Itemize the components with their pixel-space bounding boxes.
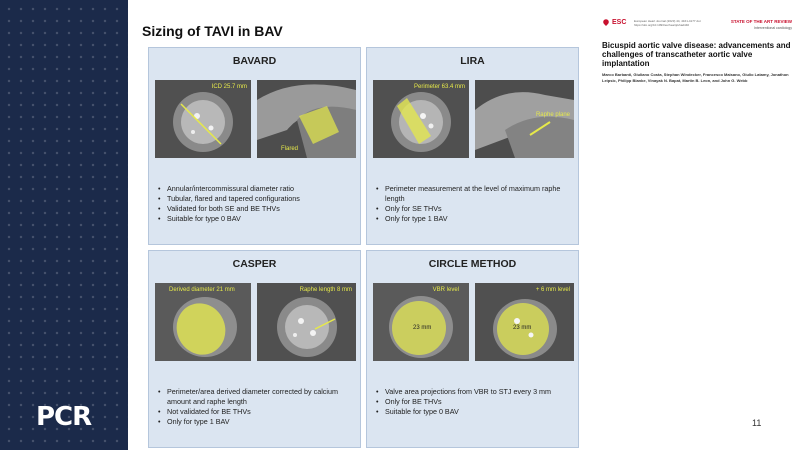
list-item: • Suitable for type 0 BAV	[157, 214, 357, 224]
panel-casper	[148, 250, 361, 448]
image-measurement: 23 mm	[413, 325, 432, 331]
paper-authors: Marco Barbanti, Giuliano Costa, Stephan Windecker, Francesco Maisano, Giulio Latamy, Jonathon Leipsic, Philipp Blanke, Vinayak N. Bapat, Martin B. Leon, and John G. Webb	[602, 72, 789, 83]
publisher-name: ESC	[612, 18, 627, 26]
list-item: • Tubular, flared and tapered configurations	[157, 194, 357, 204]
list-item: • Only for SE THVs	[375, 204, 575, 214]
ct-image-raphe-plane	[475, 80, 574, 158]
panel-title: LIRA	[460, 55, 485, 67]
ct-image-derived-diameter	[155, 283, 251, 361]
image-measurement: 23 mm	[513, 325, 532, 331]
esc-logo	[602, 18, 626, 26]
ct-image-vbr-level	[373, 283, 469, 361]
heart-icon	[602, 18, 610, 26]
list-item: • Not validated for BE THVs	[157, 407, 357, 417]
pcr-logo: PCR	[36, 402, 92, 432]
image-label: Perimeter 63.4 mm	[413, 84, 465, 90]
image-label: VBR level	[432, 287, 459, 293]
page-number: 11	[752, 418, 762, 428]
ct-image-6mm-level	[475, 283, 574, 361]
bullet-list	[375, 387, 575, 417]
section-label: STATE OF THE ART REVIEW	[730, 19, 792, 24]
bullet-list	[157, 387, 357, 427]
ct-image-perimeter	[373, 80, 469, 158]
image-label: Flared	[281, 146, 299, 152]
panel-title: CIRCLE METHOD	[428, 258, 517, 270]
image-label: Derived diameter 21 mm	[169, 287, 235, 293]
list-item: • Valve area projections from VBR to STJ every 3 mm	[375, 387, 575, 397]
list-item: • Annular/intercommissural diameter ratio	[157, 184, 357, 194]
panel-title: CASPER	[232, 258, 277, 270]
paper-reference	[602, 17, 792, 83]
list-item: • Perimeter measurement at the level of maximum raphe length	[375, 184, 575, 204]
slide-title: Sizing of TAVI in BAV	[142, 23, 283, 39]
panel-bavard	[148, 47, 361, 245]
list-item: • Perimeter/area derived diameter corrected by calcium amount and raphe length	[157, 387, 357, 407]
image-label: + 6 mm level	[535, 287, 570, 293]
list-item: • Only for type 1 BAV	[375, 214, 575, 224]
list-item: • Only for type 1 BAV	[157, 417, 357, 427]
list-item: • Suitable for type 0 BAV	[375, 407, 575, 417]
paper-title: Bicuspid aortic valve disease: advancements and challenges of transcatheter aortic valve implantation	[602, 41, 791, 68]
sidebar-decoration	[0, 0, 128, 450]
bullet-list	[157, 184, 357, 224]
journal-line: European Heart Journal (2023) 44, 4161-4177 doi: https://doi.org/10.1093/eurheartj/ehad440	[634, 19, 702, 27]
list-item: • Validated for both SE and BE THVs	[157, 204, 357, 214]
panel-circle-method	[366, 250, 579, 448]
image-label: Raphe length 8 mm	[299, 287, 352, 293]
image-label: Raphe plane	[535, 112, 570, 118]
subsection-label: Interventional cardiology	[754, 26, 792, 30]
panel-lira	[366, 47, 579, 245]
ct-image-annulus	[155, 80, 251, 158]
bullet-list	[375, 184, 575, 224]
ct-image-flared	[257, 80, 356, 158]
list-item: • Only for BE THVs	[375, 397, 575, 407]
ct-image-raphe-length	[257, 283, 356, 361]
panel-title: BAVARD	[232, 55, 277, 67]
image-label: ICD 25.7 mm	[211, 84, 247, 90]
